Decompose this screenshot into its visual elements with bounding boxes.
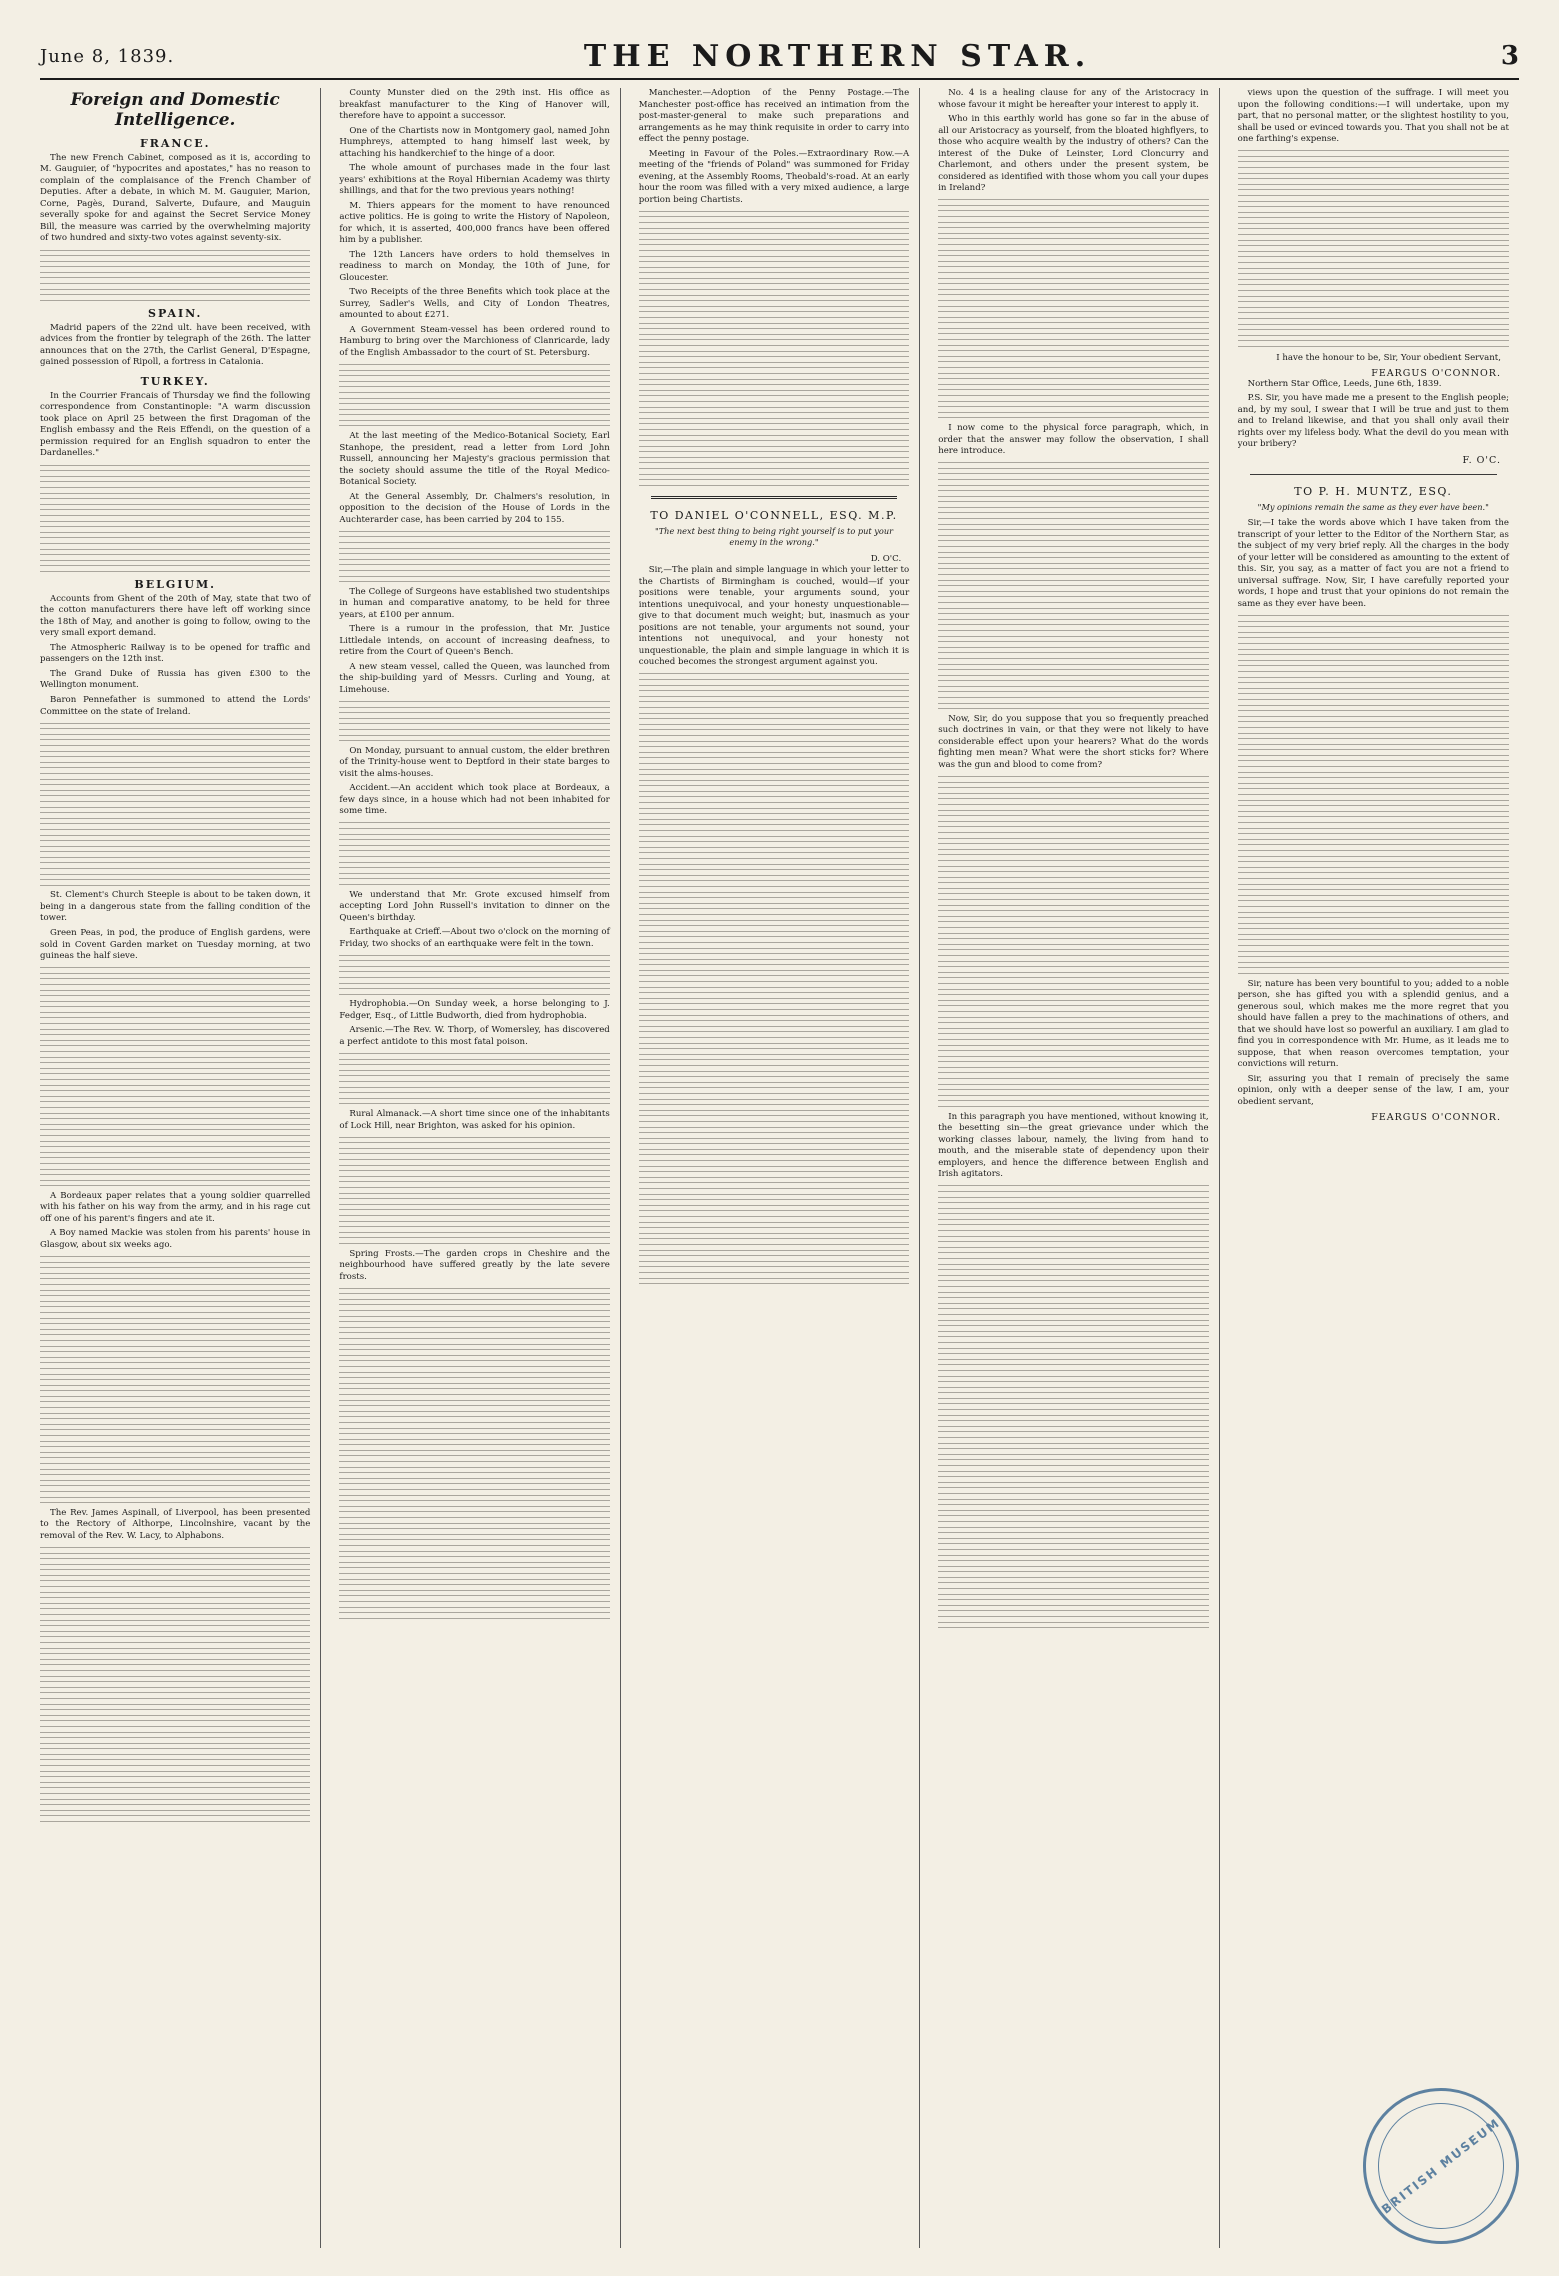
text-block (339, 531, 609, 582)
letter-epigraph: "The next best thing to being right yourself is to put your enemy in the wrong." (654, 525, 894, 547)
news-item: Accident.—An accident which took place at Bordeaux, a few days since, in a house which had not been inhabited for some time. (339, 783, 610, 817)
news-item: County Munster died on the 29th inst. His office as breakfast manufacturer to the King of Hanover will, therefore have to appoint a successor. (339, 88, 610, 122)
section-title: Foreign and Domestic Intelligence. (70, 90, 280, 131)
text-block (339, 1288, 609, 1619)
news-item: Hydrophobia.—On Sunday week, a horse belonging to J. Fedger, Esq., of Little Budworth, died from hydrophobia. (339, 999, 610, 1021)
letter-signature: FEARGUS O'CONNOR. (1371, 367, 1501, 379)
text-block (40, 967, 310, 1186)
column-4 (938, 88, 1219, 2248)
newspaper-title: THE NORTHERN STAR. (583, 38, 1092, 74)
text-block (1238, 150, 1509, 347)
text-block (938, 776, 1208, 1107)
text-block (339, 364, 609, 427)
news-item: Two Receipts of the three Benefits which took place at the Surrey, Sadler's Wells, and City of London Theatres, amounted to about £271. (339, 287, 610, 321)
column-1 (40, 88, 321, 2248)
section-divider (651, 496, 897, 499)
section-divider (1250, 474, 1497, 475)
issue-date: June 8, 1839. (40, 45, 175, 67)
text-block (40, 1256, 310, 1503)
turkey-article: In the Courrier Francais of Thursday we find the following correspondence from Constantinople: "A warm discussion took place on April 25 between the first Dragoman of the English embassy and the Reis Effendi, on the question of a permission required for an English squadron to enter the Dardanelles." (40, 390, 311, 459)
letter-paragraph: Who in this earthly world has gone so far in the abuse of all our Aristocracy as yourself, from the bloated highflyers, to those who acquire wealth by the industry of others? Can the interest of the Duke of Leinster, Lord Cloncurry and Charlemont, and others under the present system, be considered as identified with those whom you call your dupes in Ireland? (938, 114, 1209, 194)
text-block (938, 1185, 1208, 1628)
letter-initials: F. O'C. (1462, 454, 1501, 466)
text-block (40, 1547, 310, 1822)
france-article: The new French Cabinet, composed as it is, according to M. Gauguier, of "hypocrites and apostates," has no reason to complain of the complaisance of the French Chamber of Deputies. After a debate, in which M. M. Gauguier, Marion, Corne, Pagès, Durand, Salverte, Dufaure, and Mauguin severally spoke for and against the Secret Service Money Bill, the measure was carried by the overwhelming majority of two hundred and sixty-two votes against seventy-six. (40, 152, 311, 244)
news-item: There is a rumour in the profession, that Mr. Justice Littledale intends, on account of increasing deafness, to retire from the Court of Queen's Bench. (339, 624, 610, 658)
country-heading-spain: SPAIN. (148, 306, 203, 320)
letter-signature: FEARGUS O'CONNOR. (1371, 1112, 1501, 1124)
news-item: A new steam vessel, called the Queen, was launched from the ship-building yard of Messrs. Curling and Young, at Limehouse. (339, 661, 610, 695)
letter-body: Sir,—The plain and simple language in which your letter to the Chartists of Birmingham is couched, would—if your positions were tenable, your arguments sound, your intentions unequivocal, and your honesty unquestionable—give to that document much weight; but, inasmuch as your positions are not tenable, your arguments not sound, your intentions not unequivocal, and your honesty not unquestionable, the plain and simple language in which it is couched becomes the strongest argument against you. (638, 565, 910, 668)
news-item: The 12th Lancers have orders to hold themselves in readiness to march on Monday, the 10th of June, for Gloucester. (339, 249, 610, 283)
text-block (339, 822, 609, 885)
masthead (40, 34, 1519, 80)
news-item: A Government Steam-vessel has been ordered round to Hamburg to bring over the Marchioness of Clanricarde, lady of the English Ambassador to the court of St. Petersburg. (339, 324, 610, 358)
letter-closing: Sir, assuring you that I remain of precisely the same opinion, only with a deeper sense of the law, I am, your obedient servant, (1237, 1073, 1509, 1107)
column-5 (1238, 88, 1519, 2248)
country-heading-belgium: BELGIUM. (134, 577, 216, 591)
text-block (339, 1137, 609, 1244)
stamp-text: BRITISH MUSEUM (1378, 2115, 1504, 2217)
letter-paragraph: views upon the question of the suffrage. I will meet you upon the following conditions:—I will undertake, upon my part, that no personal matter, or the slightest hostility to you, shall be used or evinced towards you. That you shall not be at one farthing's expense. (1237, 88, 1509, 145)
news-item: At the General Assembly, Dr. Chalmers's resolution, in opposition to the decision of the House of Lords in the Auchterarder case, has been carried by 204 to 155. (339, 491, 610, 525)
news-item: Meeting in Favour of the Poles.—Extraordinary Row.—A meeting of the "friends of Poland" was summoned for Friday evening, at the Assembly Rooms, Theobald's-road. At an early hour the room was filled with a very mixed audience, a large portion being Chartists. (638, 148, 910, 205)
news-item: At the last meeting of the Medico-Botanical Society, Earl Stanhope, the president, read a letter from Lord John Russell, announcing her Majesty's gracious permission that the society should assume the title of the Royal Medico-Botanical Society. (339, 431, 610, 488)
letter-paragraph: In this paragraph you have mentioned, without knowing it, the besetting sin—the great grievance under which the working classes labour, namely, the living from hand to mouth, and the miserable state of dependency upon their employers, and hence the difference between English and Irish agitators. (938, 1111, 1209, 1180)
letter-paragraph: Now, Sir, do you suppose that you so frequently preached such doctrines in vain, or that they were not likely to have considerable effect upon your hearers? What do the words fighting men mean? What were the short sticks for? Where was the gun and blood to come from? (938, 713, 1209, 770)
letter-paragraph: No. 4 is a healing clause for any of the Aristocracy in whose favour it might be hereafter your interest to apply it. (938, 88, 1209, 110)
news-item: We understand that Mr. Grote excused himself from accepting Lord John Russell's invitation to dinner on the Queen's birthday. (339, 889, 610, 923)
page-number: 3 (1500, 41, 1519, 71)
belgium-article: Accounts from Ghent of the 20th of May, state that two of the cotton manufacturers there have left off working since the 18th of May, and another is going to follow, owing to the very small export demand. (40, 593, 311, 639)
columns (40, 88, 1519, 2248)
spain-article: Madrid papers of the 22nd ult. have been received, with advices from the frontier by telegraph of the 26th. The latter announces that on the 27th, the Carlist General, D'Espagne, gained possession of Ripoll, a fortress in Catalonia. (40, 322, 311, 368)
news-item: On Monday, pursuant to annual custom, the elder brethren of the Trinity-house went to Deptford in their state barges to visit the alms-houses. (339, 745, 610, 779)
country-heading-france: FRANCE. (139, 136, 211, 150)
news-item: Spring Frosts.—The garden crops in Cheshire and the neighbourhood have suffered greatly by the late severe frosts. (339, 1248, 610, 1282)
text-block (1238, 615, 1509, 974)
text-block (339, 701, 609, 741)
news-item: Rural Almanack.—A short time since one of the inhabitants of Lock Hill, near Brighton, was asked for his opinion. (339, 1109, 610, 1131)
text-block (40, 250, 310, 301)
letter-dateline: Northern Star Office, Leeds, June 6th, 1839. (1247, 378, 1442, 389)
epigraph-attribution: D. O'C. (870, 554, 902, 565)
news-item: A Bordeaux paper relates that a young soldier quarrelled with his father on his way from the army, and in his rage cut off one of his parent's fingers and ate it. (40, 1190, 311, 1224)
news-item: Green Peas, in pod, the produce of English gardens, were sold in Covent Garden market on Tuesday morning, at two guineas the half sieve. (40, 927, 311, 962)
news-item: Manchester.—Adoption of the Penny Postage.—The Manchester post-office has received an intimation from the post-master-general to make such preparations and arrangements as he may think requisite in order to carry into effect the penny postage. (638, 88, 910, 145)
text-block (938, 462, 1208, 709)
news-item: The Grand Duke of Russia has given £300 to the Wellington monument. (40, 668, 311, 691)
text-block (339, 955, 609, 995)
text-block (40, 723, 310, 886)
text-block (40, 465, 310, 572)
letter-paragraph: I now come to the physical force paragraph, which, in order that the answer may follow the observation, I shall here introduce. (938, 422, 1209, 457)
text-block (938, 199, 1208, 418)
news-item: St. Clement's Church Steeple is about to be taken down, it being in a dangerous state from the falling condition of the tower. (40, 890, 311, 924)
news-item: Arsenic.—The Rev. W. Thorp, of Womersley, has discovered a perfect antidote to this most fatal poison. (339, 1025, 610, 1047)
letter-epigraph: "My opinions remain the same as they ever have been." (1257, 501, 1489, 512)
letter-postscript: P.S. Sir, you have made me a present to the English people; and, by my soul, I swear that I will be true and just to them and to Ireland likewise, and that you shall only avail their rights over my lifeless body. What the devil do you mean with your bribery? (1237, 393, 1509, 450)
news-item: The Atmospheric Railway is to be opened for traffic and passengers on the 12th inst. (40, 642, 311, 665)
letter-body: Sir,—I take the words above which I have taken from the transcript of your letter to the Editor of the Northern Star, as the subject of my very brief reply. All the charges in the body of your letter will be considered as amounting to the extent of this. Sir, you say, as a matter of fact you are not a friend to universal suffrage. Now, Sir, I have carefully reported your words, I hope and trust that your opinions do not remain the same as they ever have been. (1237, 518, 1509, 609)
text-block (339, 1053, 609, 1104)
text-block (639, 211, 909, 486)
letter-title: TO DANIEL O'CONNELL, ESQ. M.P. (650, 508, 898, 522)
letter-title: TO P. H. MUNTZ, ESQ. (1294, 484, 1453, 498)
news-item: The College of Surgeons have established two studentships in human and comparative anatomy, to be held for three years, at £100 per annum. (339, 586, 610, 620)
column-3 (639, 88, 920, 2248)
column-2 (339, 88, 620, 2248)
news-item: A Boy named Mackie was stolen from his parents' house in Glasgow, about six weeks ago. (40, 1228, 311, 1250)
news-item: The Rev. James Aspinall, of Liverpool, has been presented to the Rectory of Althorpe, Lincolnshire, vacant by the removal of the Rev. W. Lacy, to Alphabons. (40, 1507, 311, 1541)
news-item: The whole amount of purchases made in the four last years' exhibitions at the Royal Hibernian Academy was thirty shillings, and that for the two previous years nothing! (339, 163, 610, 197)
text-block (639, 673, 909, 1284)
news-item: Baron Pennefather is summoned to attend the Lords' Committee on the state of Ireland. (40, 695, 311, 717)
country-heading-turkey: TURKEY. (140, 374, 210, 388)
news-item: One of the Chartists now in Montgomery gaol, named John Humphreys, attempted to hang himself last week, by attaching his handkerchief to the hinge of a door. (339, 125, 610, 159)
news-item: M. Thiers appears for the moment to have renounced active politics. He is going to write the History of Napoleon, for which, it is asserted, 400,000 francs have been offered him by a publisher. (339, 200, 610, 246)
news-item: Earthquake at Crieff.—About two o'clock on the morning of Friday, two shocks of an earthquake were felt in the town. (339, 927, 610, 949)
letter-closing: I have the honour to be, Sir, Your obedient Servant, (1276, 352, 1501, 363)
letter-body: Sir, nature has been very bountiful to you; added to a noble person, she has gifted you with a splendid genius, and a generous soul, which makes me the more regret that you should have fallen a prey to the machinations of others, and that we should have lost so powerful an auxiliary. I am glad to find you in correspondence with Mr. Hume, as it leads me to suppose, that when reason overcomes temptation, your convictions will return. (1237, 978, 1509, 1070)
